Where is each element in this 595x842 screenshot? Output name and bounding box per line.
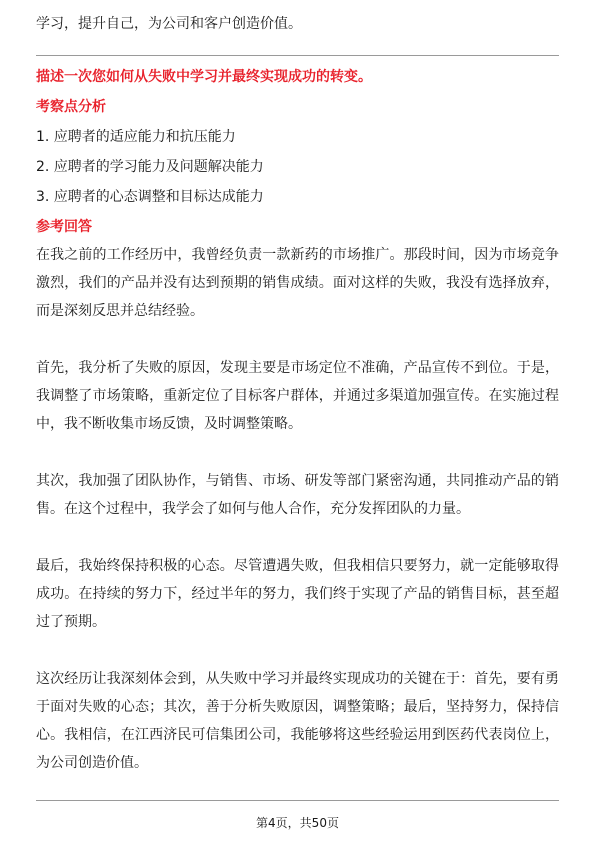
question-title: 描述一次您如何从失败中学习并最终实现成功的转变。	[36, 69, 372, 85]
continued-text: 学习，提升自己，为公司和客户创造价值。	[36, 16, 302, 32]
answer-paragraph: 其次，我加强了团队协作，与销售、市场、研发等部门紧密沟通，共同推动产品的销售。在这个过程中，我学会了如何与他人合作，充分发挥团队的力量。	[36, 473, 559, 517]
answer-heading: 参考回答	[36, 219, 92, 235]
answer-body	[36, 241, 559, 806]
bottom-divider	[36, 800, 559, 801]
analysis-heading: 考察点分析	[36, 99, 106, 115]
analysis-point: 3. 应聘者的心态调整和目标达成能力	[36, 189, 264, 205]
answer-paragraph: 首先，我分析了失败的原因，发现主要是市场定位不准确，产品宣传不到位。于是，我调整了市场策略，重新定位了目标客户群体，并通过多渠道加强宣传。在实施过程中，我不断收集市场反馈，及时调整策略。	[36, 360, 559, 432]
analysis-point: 2. 应聘者的学习能力及问题解决能力	[36, 159, 264, 175]
analysis-point: 1. 应聘者的适应能力和抗压能力	[36, 129, 236, 145]
top-divider	[36, 55, 559, 56]
analysis-points	[36, 122, 559, 212]
answer-paragraph: 这次经历让我深刻体会到，从失败中学习并最终实现成功的关键在于：首先，要有勇于面对失败的心态；其次，善于分析失败原因，调整策略；最后，坚持努力，保持信心。我相信，在江西济民可信集团公司，我能够将这些经验运用到医药代表岗位上，为公司创造价值。	[36, 671, 559, 771]
answer-paragraph: 最后，我始终保持积极的心态。尽管遭遇失败，但我相信只要努力，就一定能够取得成功。在持续的努力下，经过半年的努力，我们终于实现了产品的销售目标，甚至超过了预期。	[36, 558, 559, 630]
page-number: 第4页，共50页	[256, 816, 339, 830]
answer-paragraph: 在我之前的工作经历中，我曾经负责一款新药的市场推广。那段时间，因为市场竞争激烈，我们的产品并没有达到预期的销售成绩。面对这样的失败，我没有选择放弃，而是深刻反思并总结经验。	[36, 247, 559, 319]
